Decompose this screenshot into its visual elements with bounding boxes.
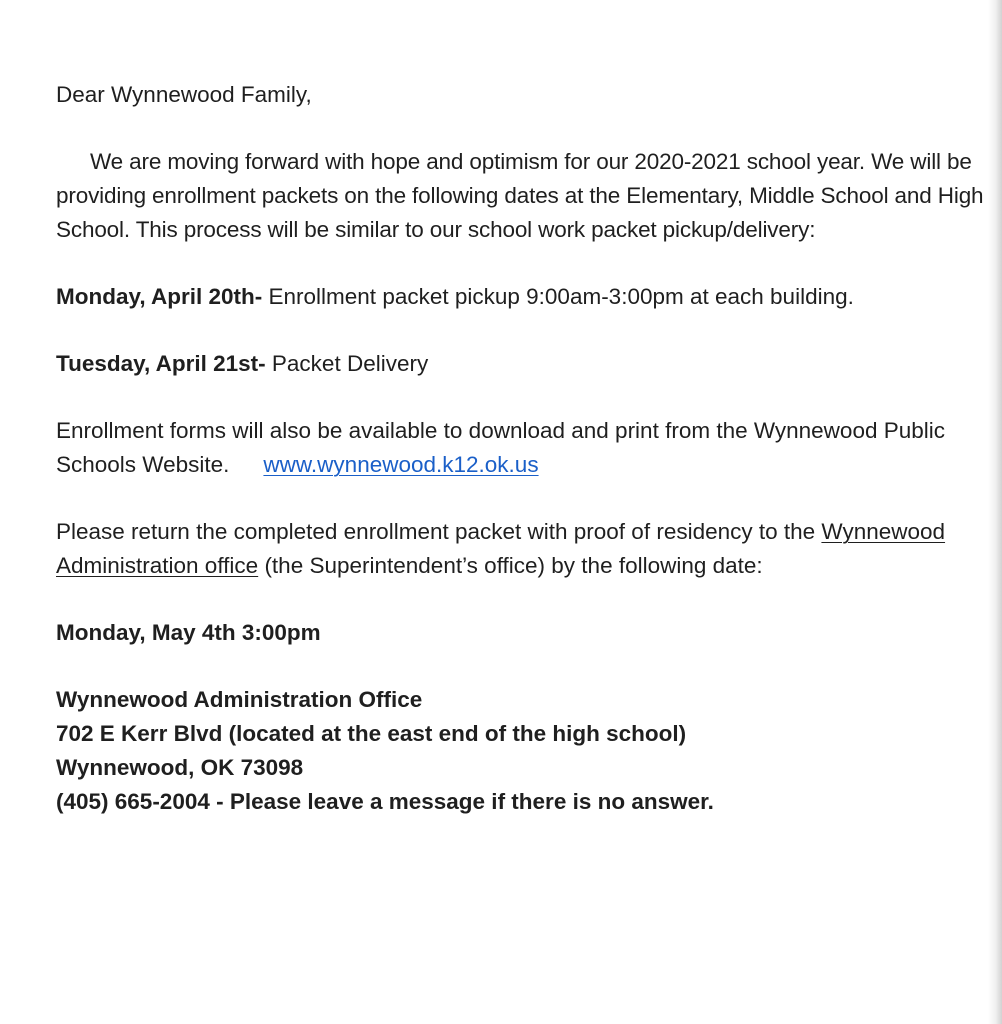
return-text-before: Please return the completed enrollment packet with proof of residency to the (56, 519, 822, 544)
office-name: Wynnewood Administration Office (56, 687, 423, 712)
intro-paragraph: We are moving forward with hope and optimism for our 2020-2021 school year. We will be providing enrollment packets on the following dates at the Elementary, Middle School and High School. This process will be similar to our school work packet pickup/delivery: (56, 149, 984, 242)
office-phone: (405) 665-2004 - Please leave a message if there is no answer. (56, 789, 714, 814)
download-text: Enrollment forms will also be available to download and print from the Wynnewood Public Schools Website. (56, 418, 946, 477)
return-paragraph (56, 515, 990, 583)
admin-office-underlined: Wynnewood Administration office (56, 519, 946, 578)
pickup-detail: Enrollment packet pickup 9:00am-3:00pm at each building. (262, 284, 854, 309)
schedule-pickup (56, 280, 990, 314)
return-text-after: (the Superintendent’s office) by the following date: (258, 553, 763, 578)
greeting: Dear Wynnewood Family, (56, 82, 312, 107)
download-paragraph (56, 414, 990, 482)
website-link[interactable]: www.wynnewood.k12.ok.us (263, 452, 539, 477)
office-city: Wynnewood, OK 73098 (56, 755, 304, 780)
schedule-delivery (56, 347, 990, 381)
office-address: 702 E Kerr Blvd (located at the east end of the high school) (56, 721, 687, 746)
pickup-date: Monday, April 20th- (56, 284, 263, 309)
page-edge-shadow (988, 0, 1002, 1024)
delivery-date: Tuesday, April 21st- (56, 351, 266, 376)
deadline: Monday, May 4th 3:00pm (56, 620, 321, 645)
delivery-detail: Packet Delivery (265, 351, 429, 376)
letter-body (56, 78, 990, 819)
